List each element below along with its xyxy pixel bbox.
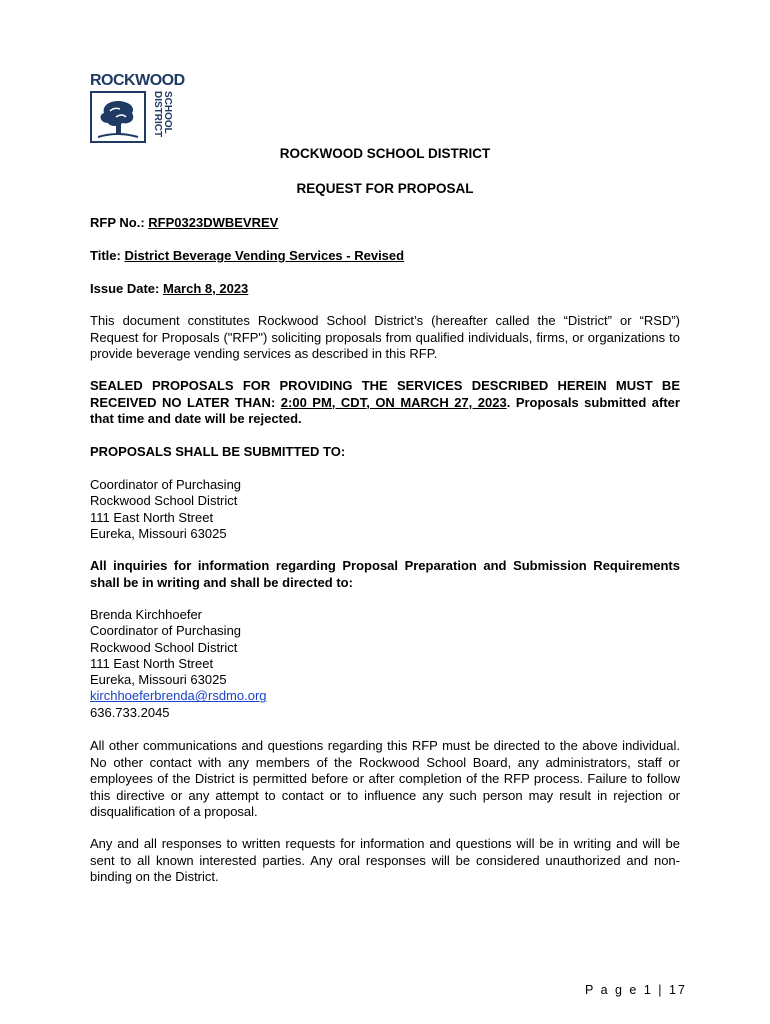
contact-phone: 636.733.2045: [90, 704, 170, 720]
issue-date: [90, 281, 680, 296]
rfp-number-label: RFP No.:: [90, 215, 145, 230]
rfp-number-value: RFP0323DWBEVREV: [148, 215, 279, 230]
district-logo: [90, 72, 185, 147]
district-heading: ROCKWOOD SCHOOL DISTRICT: [279, 146, 491, 161]
contact-title: Coordinator of Purchasing: [90, 623, 242, 639]
issue-date-value: March 8, 2023: [163, 281, 249, 296]
issue-date-label: Issue Date:: [90, 281, 160, 296]
contact-street: 111 East North Street: [90, 655, 214, 671]
contact-city: Eureka, Missouri 63025: [90, 672, 227, 688]
submission-address: [90, 477, 680, 542]
address-line: Coordinator of Purchasing: [90, 477, 242, 492]
rfp-title: [90, 248, 680, 263]
contact-org: Rockwood School District: [90, 639, 238, 655]
contact-name: Brenda Kirchhoefer: [90, 607, 203, 622]
inquiries-heading: All inquiries for information regarding Proposal Preparation and Submission Requirements shall be in writing and shall be directed to:: [90, 558, 680, 590]
logo-wordmark: ROCKWOOD: [90, 72, 185, 89]
address-line: Rockwood School District: [90, 493, 238, 509]
sealed-proposals-notice: [90, 378, 680, 428]
page-number: P a g e 1 | 17: [585, 983, 687, 997]
communications-paragraph: All other communications and questions regarding this RFP must be directed to the above individual. No other contact with any members of the Rockwood School Board, any administrators, staff or employees of the District is permitted before or after completion of the RFP process. Failure to follow this directive or any attempt to contact or to influence any such person may result in rejection or disqualification of a proposal.: [90, 738, 680, 819]
logo-tree-icon: [90, 91, 146, 143]
sealed-notice-text: SEALED PROPOSALS FOR PROVIDING THE SERVICES DESCRIBED HEREIN MUST BE RECEIVED NO LATER THAN:: [90, 378, 680, 410]
address-line: 111 East North Street: [90, 509, 214, 525]
document-type-heading: REQUEST FOR PROPOSAL: [296, 181, 474, 196]
submission-deadline: 2:00 PM, CDT, ON MARCH 27, 2023: [280, 394, 507, 410]
sealed-notice-tail: . Proposals submitted after that time and date will be rejected.: [90, 394, 680, 426]
rfp-title-label: Title:: [90, 248, 121, 263]
contact-email-link[interactable]: kirchhoeferbrenda@rsdmo.org: [90, 688, 267, 704]
address-line: Eureka, Missouri 63025: [90, 525, 227, 541]
rfp-number: [90, 215, 680, 230]
submit-heading: PROPOSALS SHALL BE SUBMITTED TO:: [90, 444, 346, 459]
logo-side-text: SCHOOL DISTRICT: [152, 91, 173, 138]
rfp-title-value: District Beverage Vending Services - Revised: [124, 248, 405, 263]
intro-paragraph: This document constitutes Rockwood School District’s (hereafter called the “District” or “RSD”) Request for Proposals ("RFP") soliciting proposals from qualified individuals, firms, or organizations to provide beverage vending services as described in this RFP.: [90, 313, 680, 361]
contact-block: [90, 607, 680, 721]
responses-paragraph: Any and all responses to written requests for information and questions will be in writing and will be sent to all known interested parties. Any oral responses will be considered unauthorized and non-binding on the District.: [90, 836, 680, 884]
